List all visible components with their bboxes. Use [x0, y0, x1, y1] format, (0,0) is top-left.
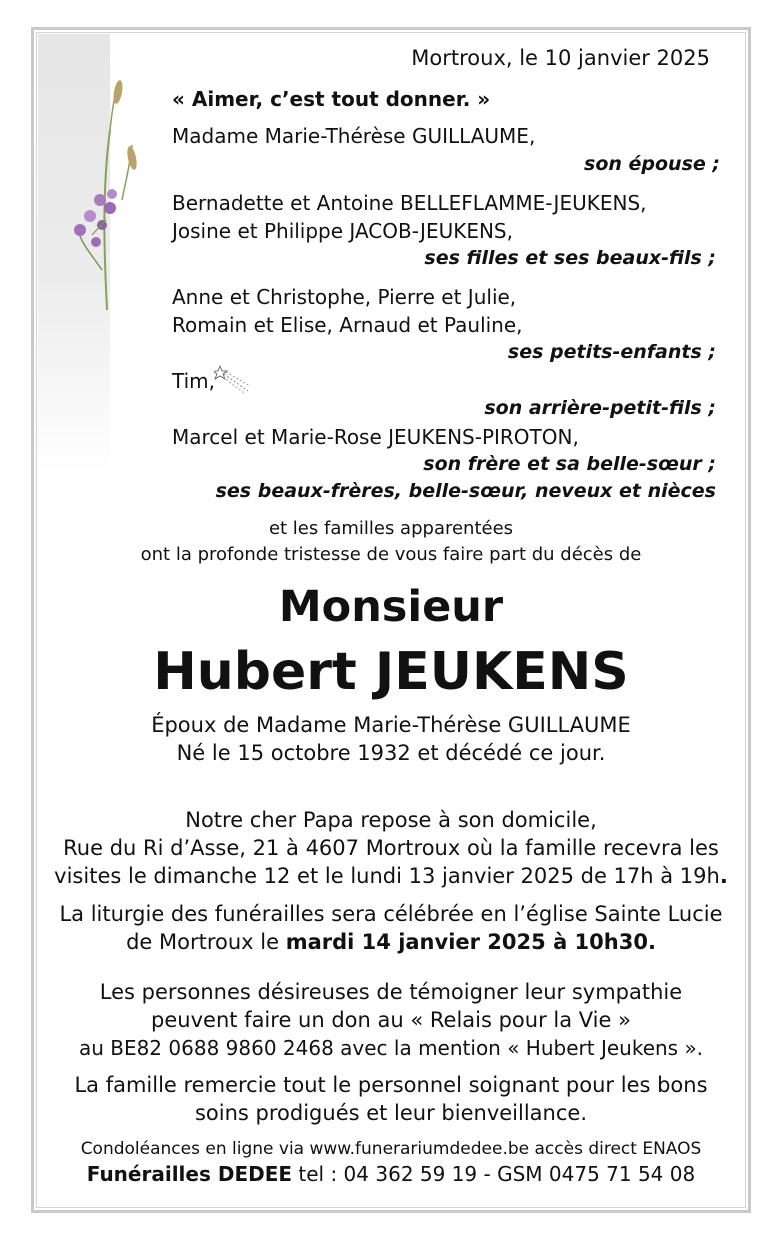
grandchildren-line-1: Anne et Christophe, Pierre et Julie, — [172, 285, 517, 309]
daughters-line-2: Josine et Philippe JACOB-JEUKENS, — [172, 219, 513, 243]
thanks-line-2: soins prodigués et leur bienveillance. — [194, 1101, 587, 1125]
funeral-home-phones: tel : 04 362 59 19 - GSM 0475 71 54 08 — [292, 1162, 696, 1186]
in-laws-line: ses beaux-frères, belle-sœur, neveux et nièces — [215, 480, 716, 502]
announcement-line-2: ont la profonde tristesse de vous faire part du décès de — [140, 544, 642, 565]
funeral-home-line — [40, 1162, 742, 1186]
deceased-name: Hubert JEUKENS — [153, 642, 629, 702]
thanks-line-1: La famille remercie tout le personnel soignant pour les bons — [74, 1073, 708, 1097]
visitation-line-3 — [40, 864, 742, 888]
spouse-role: son épouse ; — [584, 153, 720, 175]
visitation-line-1: Notre cher Papa repose à son domicile, — [185, 808, 597, 832]
violet-flower-icon — [62, 70, 152, 320]
funeral-line-1: La liturgie des funérailles sera célébrée en l’église Sainte Lucie — [59, 902, 723, 926]
place-date: Mortroux, le 10 janvier 2025 — [411, 46, 710, 70]
spouse-name: Madame Marie-Thérèse GUILLAUME, — [172, 124, 536, 148]
dates-line: Né le 15 octobre 1932 et décédé ce jour. — [176, 741, 606, 765]
daughters-role: ses filles et ses beaux-fils ; — [424, 247, 716, 269]
grandchildren-role: ses petits-enfants ; — [507, 341, 716, 363]
funeral-line-2-text: de Mortroux le — [126, 930, 286, 954]
donation-line-2: peuvent faire un don au « Relais pour la Vie » — [151, 1008, 631, 1032]
visitation-line-3-end: . — [719, 864, 728, 888]
shooting-star-icon — [214, 364, 252, 394]
visitation-line-2: Rue du Ri d’Asse, 21 à 4607 Mortroux où la famille recevra les — [63, 836, 719, 860]
condolences-line: Condoléances en ligne via www.funerariumdedee.be accès direct ENAOS — [80, 1139, 702, 1159]
funeral-line-2 — [40, 930, 742, 954]
visitation-line-3-text: visites le dimanche 12 et le lundi 13 janvier 2025 de 17h à 19h — [54, 864, 720, 888]
brother-role: son frère et sa belle-sœur ; — [423, 453, 716, 475]
announcement-line-1: et les familles apparentées — [268, 518, 514, 539]
funeral-date-time: mardi 14 janvier 2025 à 10h30. — [285, 930, 656, 954]
grandchildren-line-2: Romain et Elise, Arnaud et Pauline, — [172, 313, 523, 337]
great-grandson-role: son arrière-petit-fils ; — [484, 397, 716, 419]
daughters-line-1: Bernadette et Antoine BELLEFLAMME-JEUKENS, — [172, 191, 647, 215]
brother-name: Marcel et Marie-Rose JEUKENS-PIROTON, — [172, 425, 579, 449]
deceased-title: Monsieur — [278, 582, 504, 632]
great-grandson-name: Tim, — [172, 369, 215, 393]
spouse-line: Époux de Madame Marie-Thérèse GUILLAUME — [151, 713, 631, 737]
funeral-home-name: Funérailles DEDEE — [86, 1162, 293, 1186]
donation-line-3: au BE82 0688 9860 2468 avec la mention « Hubert Jeukens ». — [78, 1036, 704, 1060]
quote: « Aimer, c’est tout donner. » — [172, 87, 491, 111]
donation-line-1: Les personnes désireuses de témoigner leur sympathie — [99, 980, 683, 1004]
